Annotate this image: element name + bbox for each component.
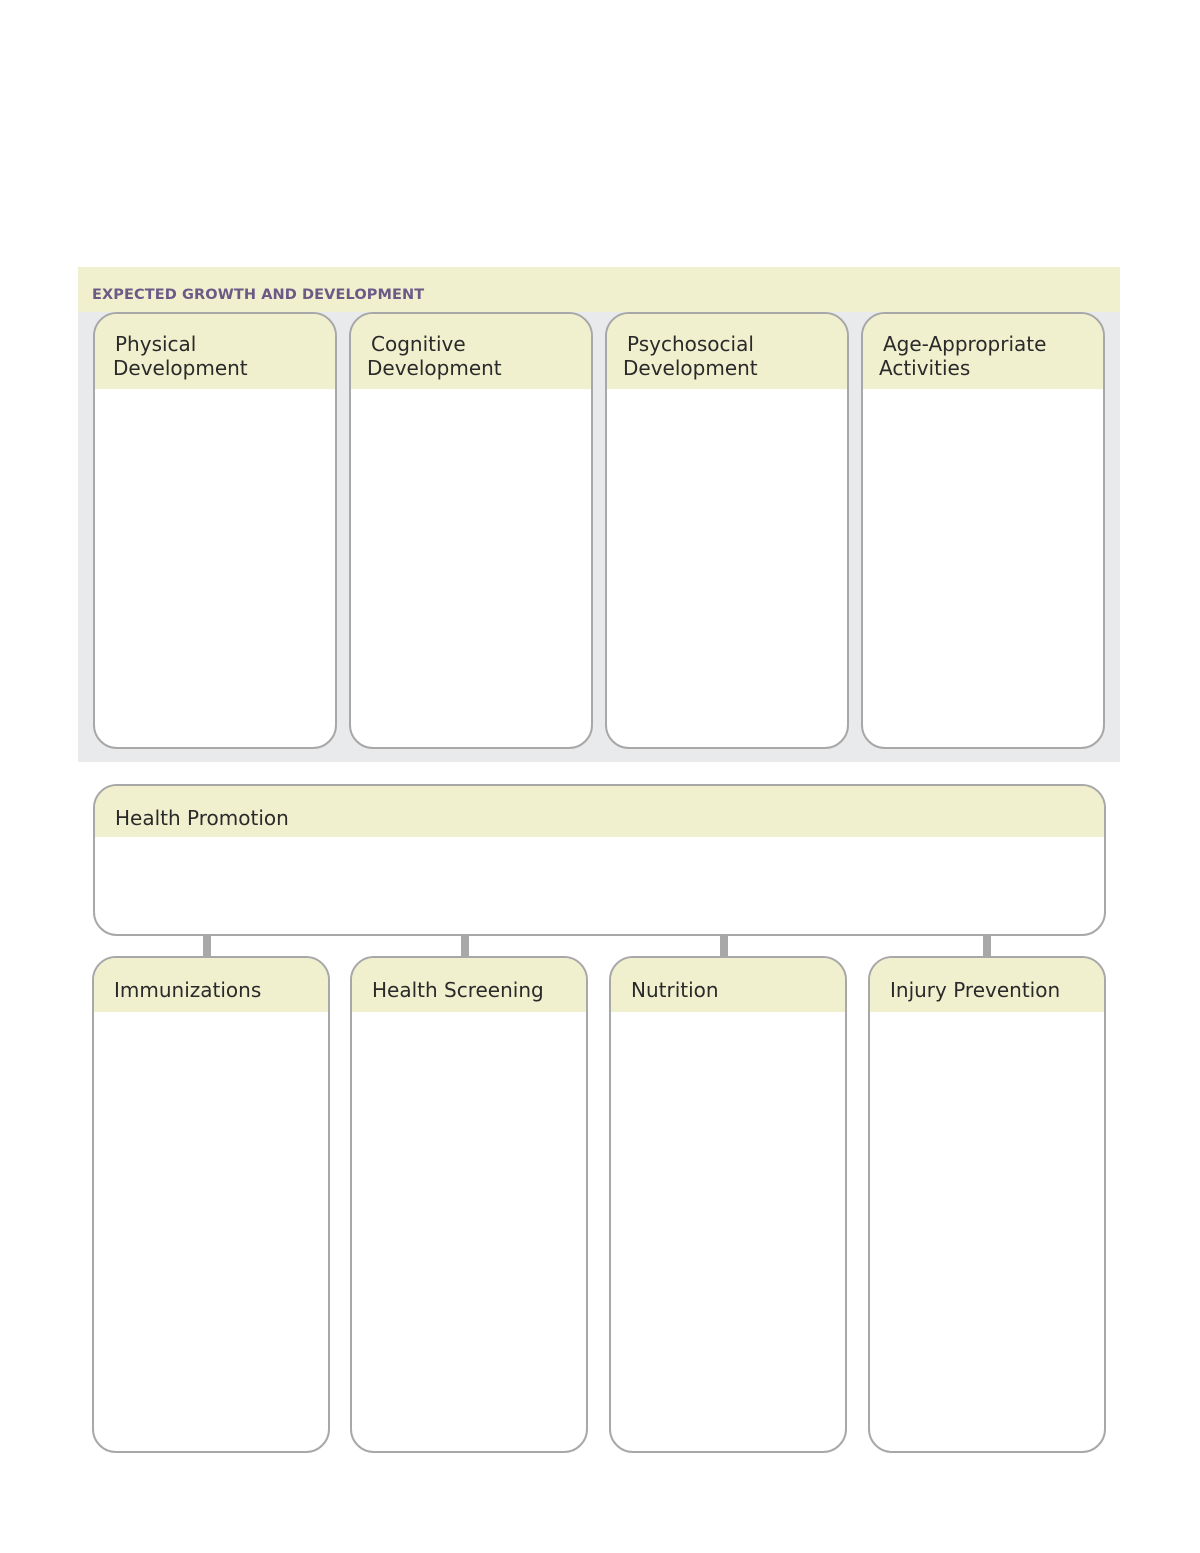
age-appropriate-activities-card[interactable] [861, 312, 1105, 749]
card-header [352, 958, 586, 1012]
card-title-line1: Psychosocial [627, 332, 754, 356]
psychosocial-development-card[interactable] [605, 312, 849, 749]
card-title: Injury Prevention [890, 978, 1061, 1002]
health-screening-card[interactable] [350, 956, 588, 1453]
card-header [95, 314, 335, 389]
immunizations-card[interactable] [92, 956, 330, 1453]
card-header [94, 958, 328, 1012]
connector-line [461, 934, 469, 958]
connector-line [983, 934, 991, 958]
card-title: Immunizations [114, 978, 262, 1002]
section-title: EXPECTED GROWTH AND DEVELOPMENT [92, 287, 425, 303]
card-header [351, 314, 591, 389]
connector-line [720, 934, 728, 958]
injury-prevention-card[interactable] [868, 956, 1106, 1453]
card-title-line2: Activities [879, 356, 971, 380]
card-title-line2: Development [113, 356, 248, 380]
card-header [870, 958, 1104, 1012]
connector-line [203, 934, 211, 958]
card-header [863, 314, 1103, 389]
card-title-line2: Development [623, 356, 758, 380]
card-title: Health Screening [372, 978, 544, 1002]
card-title: Health Promotion [115, 806, 289, 830]
card-header [611, 958, 845, 1012]
card-header [95, 786, 1104, 837]
card-title-line1: Cognitive [371, 332, 466, 356]
card-title-line1: Physical [115, 332, 197, 356]
physical-development-card[interactable] [93, 312, 337, 749]
card-title-line1: Age-Appropriate [883, 332, 1047, 356]
card-title-line2: Development [367, 356, 502, 380]
card-header [607, 314, 847, 389]
nutrition-card[interactable] [609, 956, 847, 1453]
health-promotion-card[interactable] [93, 784, 1106, 936]
expected-growth-section [78, 267, 1120, 762]
card-title: Nutrition [631, 978, 719, 1002]
cognitive-development-card[interactable] [349, 312, 593, 749]
